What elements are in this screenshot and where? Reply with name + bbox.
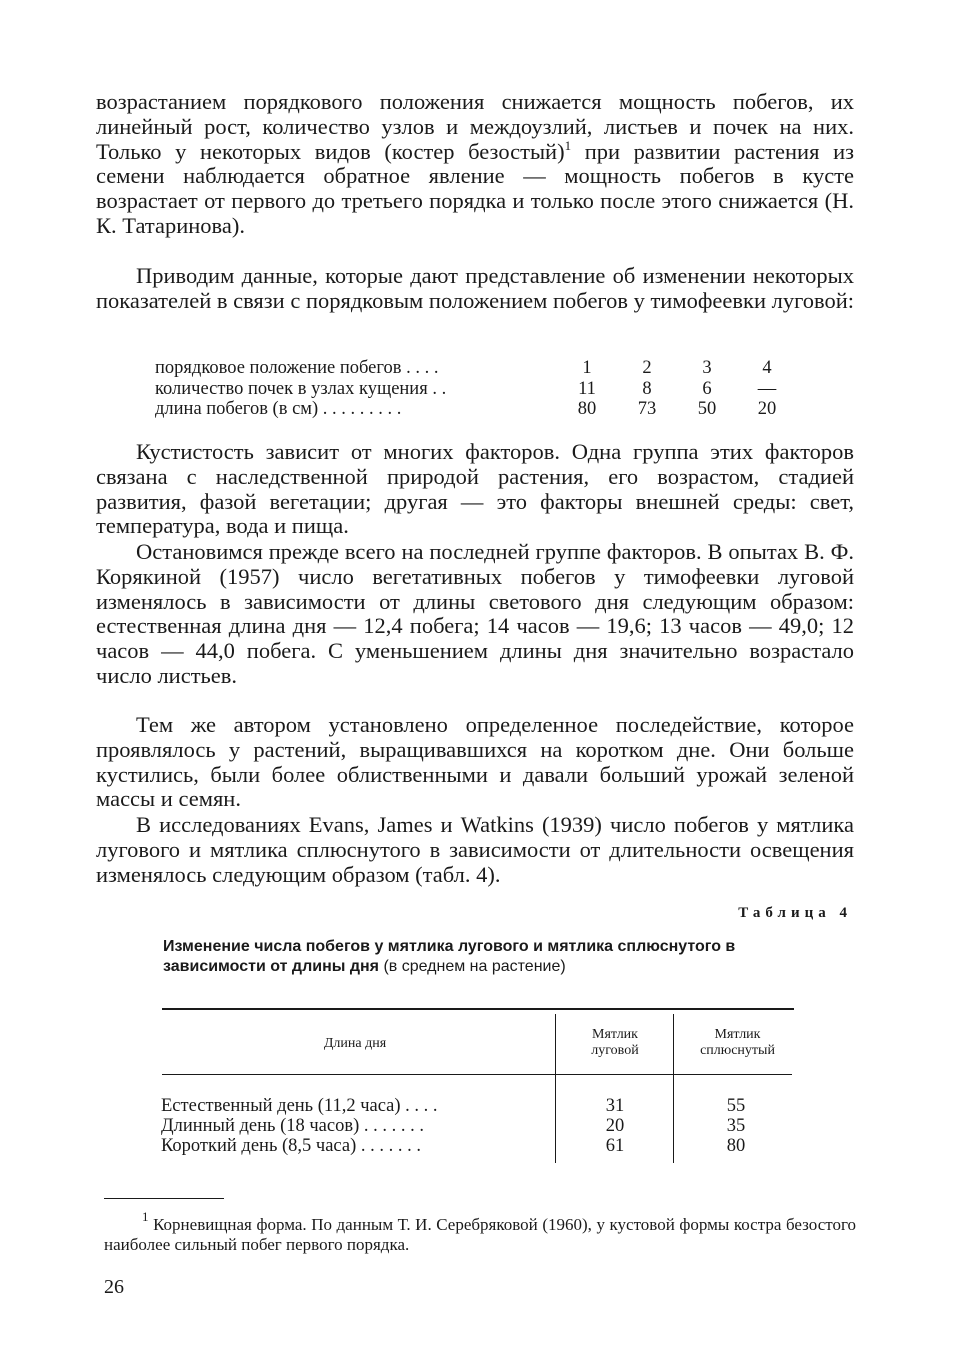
cell-value: 6 xyxy=(702,378,712,399)
paragraph-4 xyxy=(96,540,854,689)
table-row-label: Короткий день (8,5 часа) . . . . . . . xyxy=(161,1136,421,1156)
cell-value: 20 xyxy=(757,399,777,419)
table-column-divider xyxy=(673,1014,674,1163)
paragraph-1-text: возрастанием порядкового положения снижается мощность побегов, их линейный рост, количество узлов и междоузлий, листьев и почек на них. Только у некоторых видов (костер безостый) xyxy=(96,89,854,164)
cell-value: 80 xyxy=(577,399,597,419)
header-lugovoy-line2: луговой xyxy=(591,1043,639,1058)
table-cell-splyusnutyy: 35 xyxy=(726,1116,746,1136)
table-title-bold: Изменение числа побегов у мятлика лугового и мятлика сплюснутого в зависимости от длины дня xyxy=(163,938,736,975)
footnote-ref: 1 xyxy=(564,137,572,153)
header-lugovoy-line1: Мятлик xyxy=(592,1027,638,1042)
row-label: количество почек в узлах кущения . . xyxy=(155,378,447,399)
paragraph-1 xyxy=(96,90,854,239)
cell-value: 1 xyxy=(582,358,592,378)
table-caption: Таблица 4 xyxy=(738,905,852,921)
table-row xyxy=(155,399,797,420)
table-title xyxy=(163,937,743,977)
table-column-divider xyxy=(555,1014,556,1163)
table-cell-lugovoy: 20 xyxy=(605,1116,625,1136)
table-row-label: Длинный день (18 часов) . . . . . . . xyxy=(161,1116,425,1136)
shoot-order-table xyxy=(155,358,797,420)
paragraph-4-text: Остановимся прежде всего на последней группе факторов. В опытах В. Ф. Корякиной (1957) число вегетативных побегов у тимофеевки луговой изменялось в зависимости от длины светового дня следующим образом: естественная длина дня — 12,4 побега; 14 часов — 19,6; 13 часов — 49,0; 12 часов — 44,0 побега. С уменьшением длины дня значительно возрастало число листьев. xyxy=(96,539,854,688)
row-label: длина побегов (в см) . . . . . . . . . xyxy=(155,399,402,419)
row-label: порядковое положение побегов . . . . xyxy=(155,358,439,378)
paragraph-3 xyxy=(96,440,854,539)
table-title-normal: (в среднем на растение) xyxy=(379,958,566,975)
cell-value: 50 xyxy=(697,399,717,419)
page-number: 26 xyxy=(104,1276,124,1298)
table-row xyxy=(155,379,797,400)
table-header-rule xyxy=(162,1074,792,1075)
table-row xyxy=(155,358,797,379)
table-row-label: Естественный день (11,2 часа) . . . . xyxy=(161,1096,438,1116)
cell-value: 3 xyxy=(702,358,712,378)
paragraph-6 xyxy=(96,813,854,887)
footnote-mark: 1 xyxy=(142,1209,149,1224)
footnote-rule xyxy=(104,1198,224,1199)
cell-value: 4 xyxy=(762,358,772,378)
cell-value: 8 xyxy=(642,378,652,399)
cell-value: 73 xyxy=(637,399,657,419)
footnote-text: Корневищная форма. По данным Т. И. Серебряковой (1960), у кустовой формы костра безостого наиболее сильный побег первого порядка. xyxy=(104,1215,856,1254)
paragraph-1-continuation: при развитии растения из семени наблюдается обратное явление — мощность побегов в кусте возрастает от первого до третьего порядка и только после этого снижается (Н. К. Татаринова). xyxy=(96,138,854,238)
paragraph-2 xyxy=(96,264,854,314)
paragraph-3-text: Кустистость зависит от многих факторов. Одна группа этих факторов связана с наследственной природой растения, его возрастом, стадией развития, фазой вегетации; другая — это факторы внешней среды: свет, температура, вода и пища. xyxy=(96,439,854,539)
header-day-length: Длина дня xyxy=(323,1036,387,1051)
paragraph-2-text: Приводим данные, которые дают представление об изменении некоторых показателей в связи с порядковым положением побегов у тимофеевки луговой: xyxy=(96,263,855,313)
table-cell-lugovoy: 31 xyxy=(605,1096,625,1116)
cell-value: 11 xyxy=(578,378,596,399)
cell-value: — xyxy=(757,378,777,399)
header-lugovoy xyxy=(565,1027,665,1059)
header-splyusnutyy xyxy=(680,1027,795,1059)
paragraph-5 xyxy=(96,713,854,812)
table-cell-lugovoy: 61 xyxy=(605,1136,625,1156)
header-splyusnutyy-line1: Мятлик xyxy=(714,1027,761,1042)
footnote xyxy=(104,1209,856,1255)
header-splyusnutyy-line2: сплюснутый xyxy=(700,1043,775,1058)
paragraph-6-text: В исследованиях Evans, James и Watkins (1939) число побегов у мятлика лугового и мятлика сплюснутого в зависимости от длительности освещения изменялось следующим образом (табл. 4). xyxy=(96,812,854,887)
table-top-rule xyxy=(162,1008,794,1010)
table-cell-splyusnutyy: 55 xyxy=(726,1096,746,1116)
cell-value: 2 xyxy=(642,358,652,378)
table-cell-splyusnutyy: 80 xyxy=(726,1136,746,1156)
paragraph-5-text: Тем же автором установлено определенное последействие, которое проявлялось у растений, выращивавшихся на коротком дне. Они больше кустились, были более облиственными и давали больший урожай зеленой массы и семян. xyxy=(96,712,854,812)
